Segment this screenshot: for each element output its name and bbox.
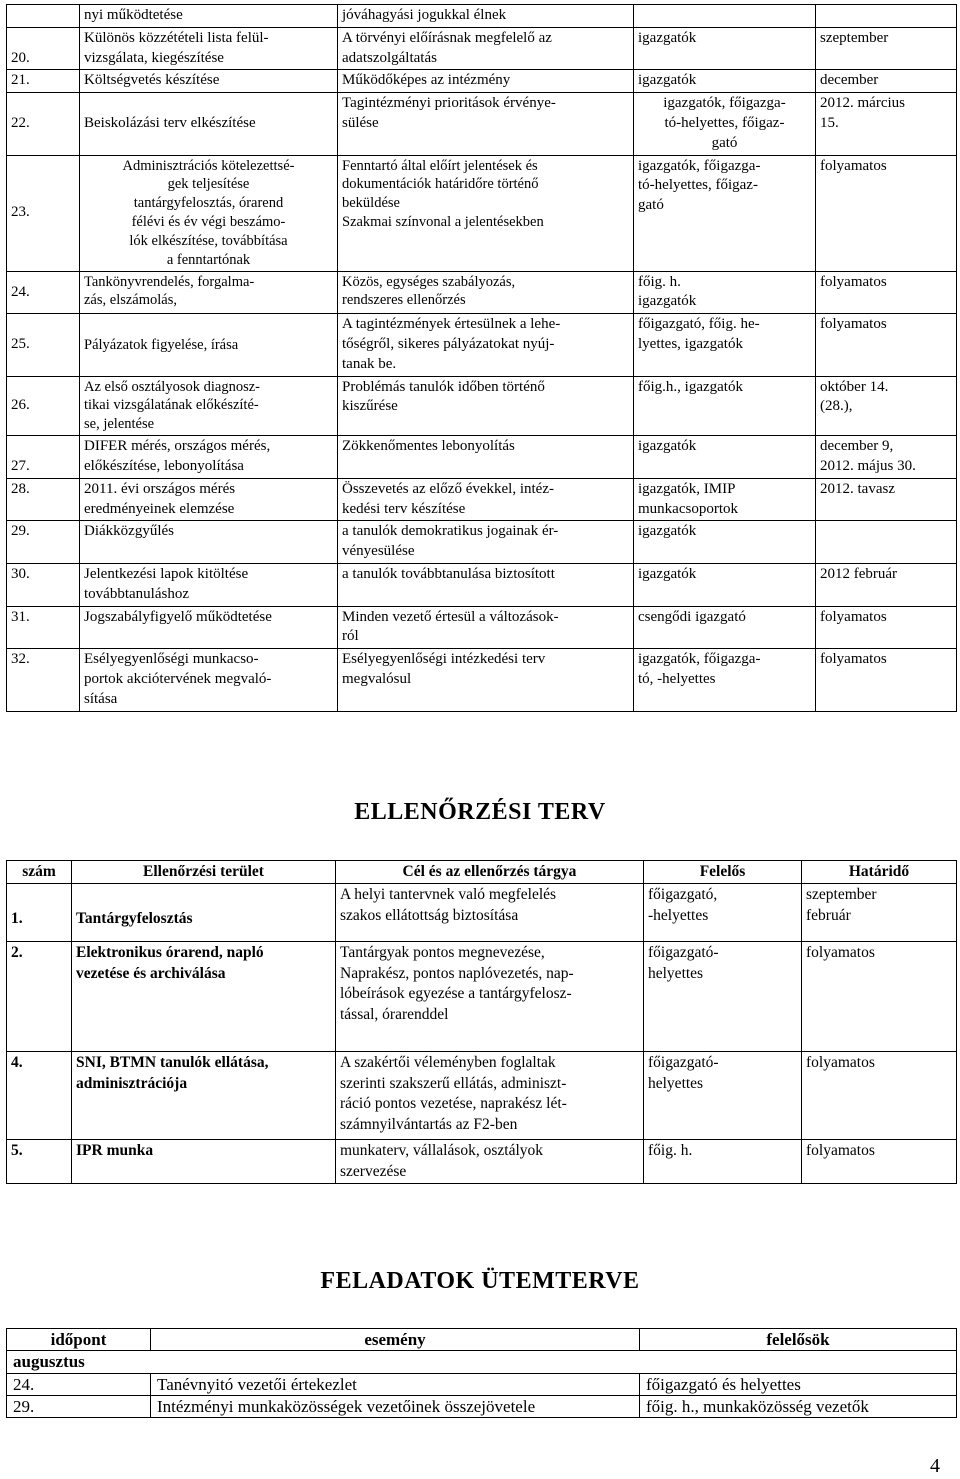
table-header-row: [7, 861, 957, 884]
responsible-cell: főig. h. igazgatók: [634, 271, 816, 314]
column-header: esemény: [151, 1329, 640, 1351]
section-heading: FELADATOK ÜTEMTERVE: [320, 1268, 640, 1294]
responsible-cell: igazgatók, főigazga- tó-helyettes, főigaz- gató: [634, 93, 816, 155]
task-cell: Költségvetés készítése: [80, 70, 338, 93]
column-header: felelősök: [640, 1329, 957, 1351]
table-row: [7, 1395, 957, 1417]
row-number: 26.: [7, 376, 80, 436]
page-number: 4: [930, 1455, 940, 1477]
deadline-cell: 2012. március 15.: [816, 93, 957, 155]
table-row: [7, 5, 957, 28]
table-row: [7, 93, 957, 155]
column-header: Határidő: [802, 861, 957, 884]
responsible-cell: főigazgató és helyettes: [640, 1373, 957, 1395]
table-row: [7, 314, 957, 376]
deadline-cell: folyamatos: [802, 1052, 957, 1140]
area-cell: SNI, BTMN tanulók ellátása, adminisztrációja: [72, 1052, 336, 1140]
deadline-cell: szeptember február: [802, 884, 957, 942]
column-header: Felelős: [644, 861, 802, 884]
goal-cell: Összevetés az előző évekkel, intéz- kedési terv készítése: [338, 478, 634, 521]
table-row: [7, 478, 957, 521]
responsible-cell: [634, 5, 816, 28]
date-cell: 29.: [7, 1395, 151, 1417]
deadline-cell: szeptember: [816, 27, 957, 70]
task-cell: Diákközgyűlés: [80, 521, 338, 564]
row-number: 1.: [7, 884, 72, 942]
row-number: 20.: [7, 27, 80, 70]
goal-cell: Tantárgyak pontos megnevezése, Naprakész, pontos naplóvezetés, nap- lóbeírások egyezése a tantárgyfelosz- tással, órarenddel: [336, 942, 644, 1052]
goal-cell: munkaterv, vállalások, osztályok szervezése: [336, 1140, 644, 1184]
row-number: 4.: [7, 1052, 72, 1140]
task-cell: DIFER mérés, országos mérés, előkészítése, lebonyolítása: [80, 436, 338, 479]
responsible-cell: igazgatók: [634, 27, 816, 70]
goal-cell: A tagintézmények értesülnek a lehe- tőségről, sikeres pályázatokat nyúj- tanak be.: [338, 314, 634, 376]
responsible-cell: főig.h., igazgatók: [634, 376, 816, 436]
row-number: 30.: [7, 563, 80, 606]
goal-cell: Problémás tanulók időben történő kiszűrése: [338, 376, 634, 436]
area-cell: Tantárgyfelosztás: [72, 884, 336, 942]
responsible-cell: főigazgató- helyettes: [644, 1052, 802, 1140]
task-table: [6, 4, 957, 712]
area-cell: IPR munka: [72, 1140, 336, 1184]
deadline-cell: [816, 521, 957, 564]
task-cell: 2011. évi országos mérés eredményeinek elemzése: [80, 478, 338, 521]
deadline-cell: folyamatos: [816, 606, 957, 649]
table-row: [7, 606, 957, 649]
table-row: [7, 649, 957, 711]
responsible-cell: igazgatók: [634, 521, 816, 564]
table-row: [7, 376, 957, 436]
table-row: [7, 70, 957, 93]
table-row: [7, 942, 957, 1052]
goal-cell: Zökkenőmentes lebonyolítás: [338, 436, 634, 479]
column-header: időpont: [7, 1329, 151, 1351]
date-cell: 24.: [7, 1373, 151, 1395]
row-number: 22.: [7, 93, 80, 155]
deadline-cell: folyamatos: [816, 649, 957, 711]
table-header-row: [7, 1329, 957, 1351]
column-header: Cél és az ellenőrzés tárgya: [336, 861, 644, 884]
table-row: [7, 27, 957, 70]
table-row: [7, 884, 957, 942]
table-row: [7, 1373, 957, 1395]
responsible-cell: igazgatók, IMIP munkacsoportok: [634, 478, 816, 521]
area-cell: Elektronikus órarend, napló vezetése és archiválása: [72, 942, 336, 1052]
task-cell: Jelentkezési lapok kitöltése továbbtanuláshoz: [80, 563, 338, 606]
table-row: [7, 155, 957, 271]
table-row: [7, 563, 957, 606]
goal-cell: Fenntartó által előírt jelentések és dokumentációk határidőre történő beküldése Szakmai színvonal a jelentésekben: [338, 155, 634, 271]
task-cell: Beiskolázási terv elkészítése: [80, 93, 338, 155]
deadline-cell: [816, 5, 957, 28]
responsible-cell: igazgatók, főigazga- tó, -helyettes: [634, 649, 816, 711]
row-number: 2.: [7, 942, 72, 1052]
table-row: [7, 271, 957, 314]
row-number: 31.: [7, 606, 80, 649]
responsible-cell: igazgatók: [634, 563, 816, 606]
deadline-cell: folyamatos: [816, 271, 957, 314]
deadline-cell: 2012. tavasz: [816, 478, 957, 521]
deadline-cell: folyamatos: [802, 942, 957, 1052]
goal-cell: a tanulók továbbtanulása biztosított: [338, 563, 634, 606]
row-number: 23.: [7, 155, 80, 271]
schedule-table: [6, 1328, 957, 1418]
goal-cell: Működőképes az intézmény: [338, 70, 634, 93]
deadline-cell: december 9, 2012. május 30.: [816, 436, 957, 479]
goal-cell: Esélyegyenlőségi intézkedési terv megvalósul: [338, 649, 634, 711]
responsible-cell: igazgatók: [634, 70, 816, 93]
goal-cell: A szakértői véleményben foglaltak szerinti szakszerű ellátás, adminiszt- ráció pontos vezetése, naprakész lét- számnyilvántartás az F2-ben: [336, 1052, 644, 1140]
task-cell: Jogszabályfigyelő működtetése: [80, 606, 338, 649]
event-cell: Tanévnyitó vezetői értekezlet: [151, 1373, 640, 1395]
row-number: 25.: [7, 314, 80, 376]
goal-cell: jóváhagyási jogukkal élnek: [338, 5, 634, 28]
deadline-cell: október 14. (28.),: [816, 376, 957, 436]
table-row: [7, 521, 957, 564]
deadline-cell: 2012 február: [816, 563, 957, 606]
goal-cell: Közös, egységes szabályozás, rendszeres ellenőrzés: [338, 271, 634, 314]
deadline-cell: folyamatos: [802, 1140, 957, 1184]
deadline-cell: folyamatos: [816, 314, 957, 376]
row-number: 24.: [7, 271, 80, 314]
row-number: 32.: [7, 649, 80, 711]
goal-cell: Minden vezető értesül a változások- ról: [338, 606, 634, 649]
inspection-table: [6, 860, 957, 1184]
responsible-cell: főigazgató, főig. he- lyettes, igazgatók: [634, 314, 816, 376]
responsible-cell: főig. h., munkaközösség vezetők: [640, 1395, 957, 1417]
row-number: 29.: [7, 521, 80, 564]
task-cell: Különös közzétételi lista felül- vizsgálata, kiegészítése: [80, 27, 338, 70]
responsible-cell: főigazgató, -helyettes: [644, 884, 802, 942]
task-cell: Esélyegyenlőségi munkacso- portok akciótervének megvaló- sítása: [80, 649, 338, 711]
goal-cell: Tagintézményi prioritások érvénye- sülése: [338, 93, 634, 155]
row-number: 21.: [7, 70, 80, 93]
task-cell: Tankönyvrendelés, forgalma- zás, elszámolás,: [80, 271, 338, 314]
responsible-cell: főigazgató- helyettes: [644, 942, 802, 1052]
row-number: 5.: [7, 1140, 72, 1184]
task-cell: Adminisztrációs kötelezettsé- gek teljesítése tantárgyfelosztás, órarend félévi és év végi beszámo- lók elkészítése, továbbítása a fenntartónak: [80, 155, 338, 271]
column-header: szám: [7, 861, 72, 884]
table-row: [7, 436, 957, 479]
deadline-cell: folyamatos: [816, 155, 957, 271]
month-row: [7, 1351, 957, 1373]
responsible-cell: főig. h.: [644, 1140, 802, 1184]
goal-cell: A törvényi előírásnak megfelelő az adatszolgáltatás: [338, 27, 634, 70]
section-heading: ELLENŐRZÉSI TERV: [354, 799, 606, 825]
task-cell: Az első osztályosok diagnosz- tikai vizsgálatának előkészíté- se, jelentése: [80, 376, 338, 436]
goal-cell: A helyi tantervnek való megfelelés szakos ellátottság biztosítása: [336, 884, 644, 942]
table-row: [7, 1140, 957, 1184]
responsible-cell: csengődi igazgató: [634, 606, 816, 649]
event-cell: Intézményi munkaközösségek vezetőinek összejövetele: [151, 1395, 640, 1417]
task-cell: nyi működtetése: [80, 5, 338, 28]
responsible-cell: igazgatók, főigazga- tó-helyettes, főigaz- gató: [634, 155, 816, 271]
responsible-cell: igazgatók: [634, 436, 816, 479]
column-header: Ellenőrzési terület: [72, 861, 336, 884]
table-row: [7, 1052, 957, 1140]
row-number: 28.: [7, 478, 80, 521]
row-number: [7, 5, 80, 28]
goal-cell: a tanulók demokratikus jogainak ér- vényesülése: [338, 521, 634, 564]
deadline-cell: december: [816, 70, 957, 93]
month-label: augusztus: [7, 1351, 957, 1373]
task-cell: Pályázatok figyelése, írása: [80, 314, 338, 376]
row-number: 27.: [7, 436, 80, 479]
